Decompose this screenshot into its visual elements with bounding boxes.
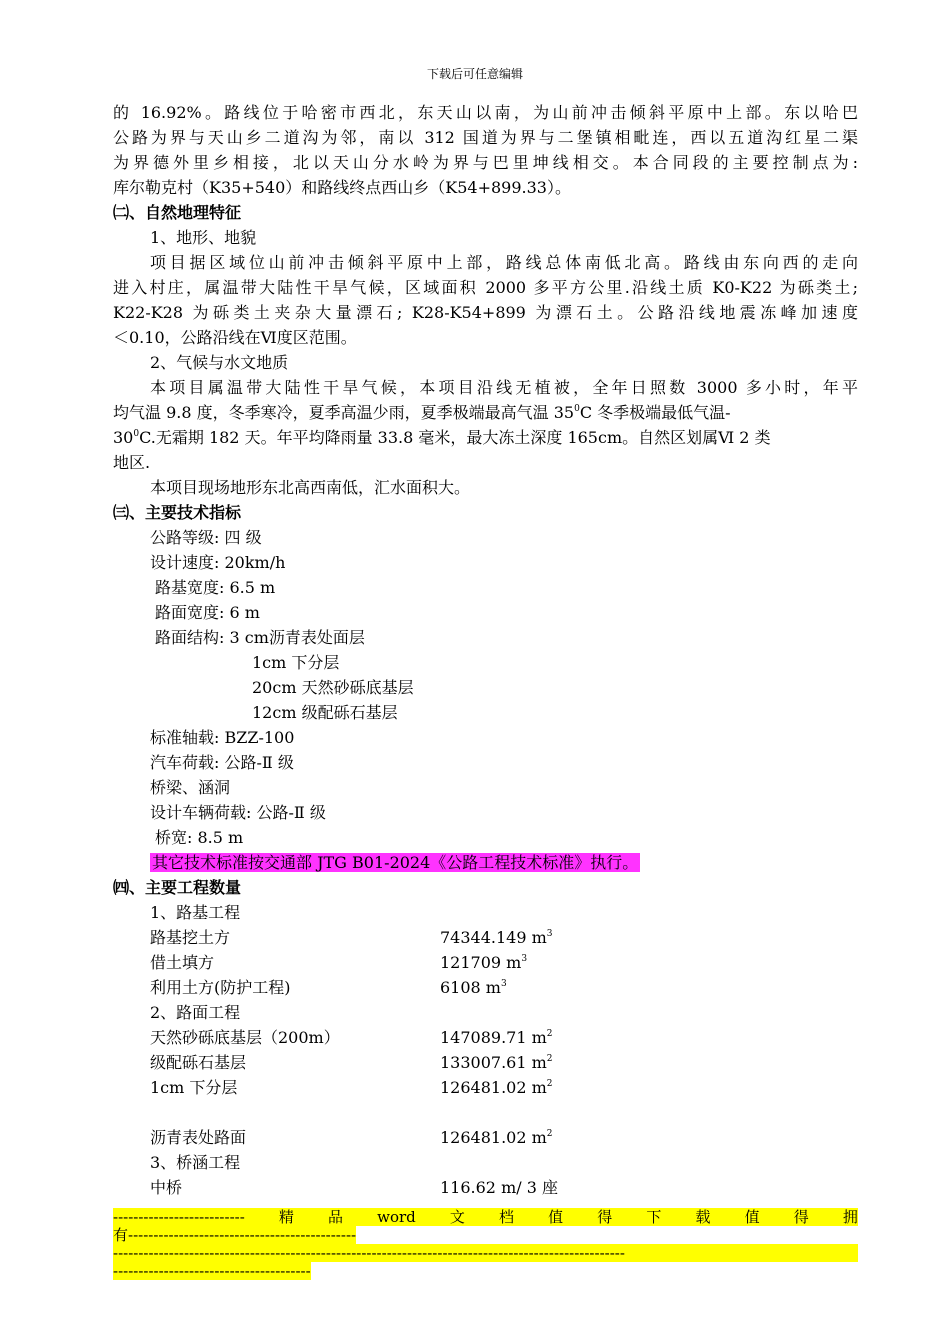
footer-word: 得	[597, 1208, 613, 1226]
intro-line: 的 16.92%。路线位于哈密市西北，东天山以南，为山前冲击倾斜平原中上部。东以哈巴	[113, 103, 858, 122]
footer-line: 有---------------------------------------------	[113, 1226, 357, 1244]
intro-line: 为界德外里乡相接，北以天山分水岭为界与巴里坤线相交。本合同段的主要控制点为:	[113, 153, 858, 172]
spec-vehicle-load: 汽车荷载: 公路-Ⅱ 级	[150, 753, 294, 772]
promo-footer	[113, 1208, 858, 1280]
subheading-bridges: 3、桥涵工程	[150, 1153, 241, 1172]
quantity-value: 133007.61 $m^2$	[440, 1053, 553, 1072]
subheading-pavement: 2、路面工程	[150, 1003, 241, 1022]
unit-exponent: 2	[546, 1029, 553, 1039]
footer-word: 品	[328, 1208, 344, 1226]
quantity-label: 沥青表处路面	[150, 1128, 247, 1147]
subheading-subgrade: 1、路基工程	[150, 903, 241, 922]
quantity-value: 6108 $m^3$	[440, 978, 507, 997]
spec-roadbed-width: 路基宽度: 6.5 m	[155, 578, 276, 597]
footer-word: 值	[548, 1208, 564, 1226]
spec-standard-axle: 标准轴载: BZZ-100	[150, 728, 295, 747]
footer-line	[113, 1208, 858, 1226]
spec-design-vehicle-load: 设计车辆荷载: 公路-Ⅱ 级	[150, 803, 326, 822]
quantity-label: 借土填方	[150, 953, 215, 972]
terrain-paragraph	[113, 250, 858, 350]
footer-word: word	[377, 1208, 416, 1226]
spec-structure-layer: 1cm 下分层	[252, 653, 340, 672]
footer-word: 值	[744, 1208, 760, 1226]
quantity-label: 利用土方(防护工程)	[150, 978, 291, 997]
blank-line	[113, 1100, 858, 1125]
degree-sup: 0	[133, 429, 140, 439]
quantity-value: 121709 $m^3$	[440, 953, 528, 972]
footer-word: 档	[499, 1208, 515, 1226]
climate-line: 均气温 9.8 度，冬季寒冷，夏季高温少雨，夏季极端最高气温 $35^0C$ 冬季极端最低气温-	[113, 403, 731, 422]
quantity-list-subgrade	[113, 925, 858, 1000]
footer-word: 下	[646, 1208, 662, 1226]
footer-word: 精	[278, 1208, 294, 1226]
highlighted-text: 其它技术标准按交通部 JTG B01-2024《公路工程技术标准》执行。	[152, 853, 639, 872]
spec-structure-layer: 20cm 天然砂砾底基层	[252, 678, 414, 697]
unit-exponent: 2	[546, 1079, 553, 1089]
spec-road-grade: 公路等级: 四 级	[150, 528, 262, 547]
unit-exponent: 3	[500, 979, 507, 989]
quantity-row	[113, 1075, 858, 1100]
quantity-row	[113, 1175, 858, 1200]
section-heading-natural-geography: ㈡、自然地理特征	[113, 203, 242, 222]
footer-word: 拥	[842, 1208, 858, 1226]
quantity-value: 147089.71 $m^2$	[440, 1028, 553, 1047]
subheading-terrain: 1、地形、地貌	[150, 228, 257, 247]
unit-exponent: 2	[546, 1129, 553, 1139]
terrain-line: 进入村庄，属温带大陆性干旱气候，区域面积 2000 多平方公里.沿线土质 K0-K22 为砾类土;	[113, 278, 858, 297]
page-header: 下载后可任意编辑	[426, 67, 523, 81]
spec-pavement-structure: 路面结构: 3 cm沥青表处面层	[155, 628, 365, 647]
document-body	[113, 100, 858, 1200]
climate-paragraph	[113, 375, 858, 475]
spec-pavement-width: 路面宽度: 6 m	[155, 603, 260, 622]
quantity-list-surface	[113, 1125, 858, 1150]
subheading-climate: 2、气候与水文地质	[150, 353, 289, 372]
degree-sup: 0	[574, 404, 580, 414]
quantity-row	[113, 950, 858, 975]
quantity-label: 路基挖土方	[150, 928, 231, 947]
spec-structure-layer: 12cm 级配砾石基层	[252, 703, 398, 722]
footer-word: 得	[793, 1208, 809, 1226]
quantity-row	[113, 975, 858, 1000]
unit-exponent: 2	[546, 1054, 553, 1064]
quantity-value: 116.62 m/ 3 座	[440, 1178, 558, 1197]
quantity-row	[113, 1125, 858, 1150]
quantity-value: 74344.149 $m^3$	[440, 928, 553, 947]
footer-line: -----------------------------------------------------------------------------------------------------	[113, 1244, 858, 1262]
section-heading-quantities: ㈣、主要工程数量	[113, 878, 242, 897]
unit-exponent: 3	[546, 929, 553, 939]
spec-design-speed: 设计速度: 20km/h	[150, 553, 286, 572]
quantity-label: 级配砾石基层	[150, 1053, 247, 1072]
climate-line: 地区.	[113, 453, 151, 472]
footer-dashes: --------------------------	[113, 1208, 245, 1226]
footer-word: 文	[449, 1208, 465, 1226]
spec-bridge-width: 桥宽: 8.5 m	[155, 828, 244, 847]
intro-line: 公路为界与天山乡二道沟为邻，南以 312 国道为界与二堡镇相毗连，西以五道沟红星二渠	[113, 128, 858, 147]
terrain-line: ＜0.10，公路沿线在Ⅵ度区范围。	[113, 328, 357, 347]
climate-line: 本项目属温带大陆性干旱气候，本项目沿线无植被，全年日照数 3000 多小时，年平	[150, 378, 858, 397]
quantity-row	[113, 1050, 858, 1075]
section-heading-tech-specs: ㈢、主要技术指标	[113, 503, 242, 522]
site-paragraph: 本项目现场地形东北高西南低，汇水面积大。	[150, 478, 471, 497]
intro-paragraph	[113, 100, 858, 200]
spec-standard-note	[113, 850, 858, 875]
quantity-value: 126481.02 $m^2$	[440, 1078, 553, 1097]
quantity-label: 1cm 下分层	[150, 1078, 238, 1097]
quantity-list-bridges	[113, 1175, 858, 1200]
quantity-list-pavement	[113, 1025, 858, 1100]
quantity-label: 天然砂砾底基层（200m）	[150, 1028, 340, 1047]
quantity-label: 中桥	[150, 1178, 183, 1197]
footer-word: 载	[695, 1208, 711, 1226]
footer-line: ---------------------------------------	[113, 1262, 311, 1280]
climate-line: $30^0C$.无霜期 182 天。年平均降雨量 33.8 毫米，最大冻土深度 165cm。自然区划属Ⅵ 2 类	[113, 428, 771, 447]
unit-exponent: 3	[521, 954, 528, 964]
terrain-line: 项目据区域位山前冲击倾斜平原中上部，路线总体南低北高。路线由东向西的走向	[150, 253, 858, 272]
quantity-value: 126481.02 $m^2$	[440, 1128, 553, 1147]
quantity-row	[113, 925, 858, 950]
intro-line: 库尔勒克村（K35+540）和路线终点西山乡（K54+899.33）。	[113, 178, 571, 197]
quantity-row	[113, 1025, 858, 1050]
spec-bridges: 桥梁、涵洞	[150, 778, 231, 797]
terrain-line: K22-K28 为砾类土夹杂大量漂石; K28-K54+899 为漂石土。公路沿线地震冻峰加速度	[113, 303, 858, 322]
